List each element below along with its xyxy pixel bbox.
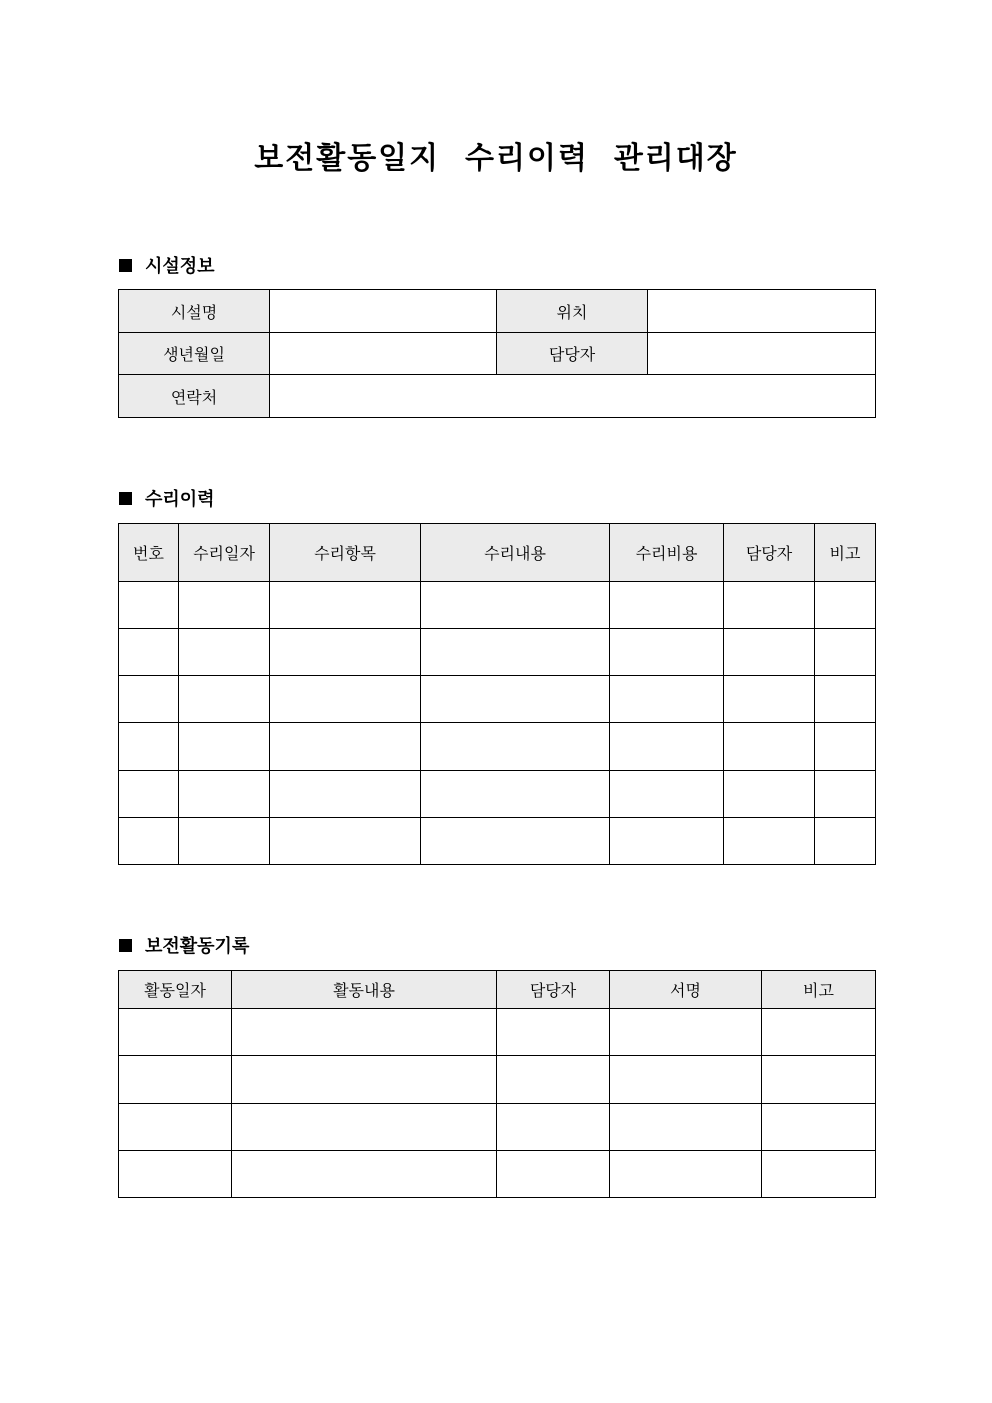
table-cell[interactable] [497,1151,610,1198]
table-cell[interactable] [610,1056,762,1104]
table-cell[interactable] [497,1009,610,1056]
table-cell[interactable] [421,818,610,865]
table-cell[interactable] [421,723,610,771]
contact-label: 연락처 [119,375,270,418]
column-header-manager: 담당자 [497,971,610,1009]
table-cell[interactable] [232,1151,497,1198]
column-header-activity-date: 활동일자 [119,971,232,1009]
square-bullet-icon [119,492,132,505]
table-row [119,771,876,818]
table-cell[interactable] [724,723,815,771]
table-cell[interactable] [179,723,270,771]
section-heading-label: 수리이력 [145,489,215,510]
table-cell[interactable] [815,723,876,771]
table-cell[interactable] [724,771,815,818]
table-cell[interactable] [270,582,421,629]
column-header-manager: 담당자 [724,524,815,582]
table-cell[interactable] [232,1104,497,1151]
section-heading-label: 보전활동기록 [145,936,250,957]
section-heading-maintenance-log [119,933,249,957]
square-bullet-icon [119,259,132,272]
table-cell[interactable] [815,771,876,818]
table-row [119,629,876,676]
section-heading-label: 시설정보 [145,256,215,277]
section-heading-repair-history [119,486,215,510]
table-cell[interactable] [119,1009,232,1056]
table-cell[interactable] [815,818,876,865]
location-value[interactable] [648,290,876,333]
table-cell[interactable] [179,818,270,865]
manager-label: 담당자 [497,333,648,375]
table-cell[interactable] [232,1056,497,1104]
table-cell[interactable] [815,676,876,723]
table-cell[interactable] [119,1104,232,1151]
table-cell[interactable] [610,582,724,629]
manager-value[interactable] [648,333,876,375]
table-cell[interactable] [179,582,270,629]
column-header-repair-date: 수리일자 [179,524,270,582]
table-cell[interactable] [815,629,876,676]
section-heading-facility-info [119,253,215,277]
table-row [119,582,876,629]
table-cell[interactable] [610,771,724,818]
table-row [119,1009,876,1056]
repair-history-table [118,523,876,865]
table-cell[interactable] [610,1104,762,1151]
table-cell[interactable] [119,676,179,723]
page-title: 보전활동일지 수리이력 관리대장 [254,141,738,176]
table-row [119,676,876,723]
birth-date-label: 생년월일 [119,333,270,375]
table-cell[interactable] [119,723,179,771]
column-header-repair-item: 수리항목 [270,524,421,582]
table-cell[interactable] [421,582,610,629]
table-cell[interactable] [119,818,179,865]
table-cell[interactable] [119,1056,232,1104]
facility-name-label: 시설명 [119,290,270,333]
table-cell[interactable] [119,629,179,676]
table-cell[interactable] [232,1009,497,1056]
table-cell[interactable] [610,723,724,771]
table-cell[interactable] [724,629,815,676]
table-cell[interactable] [179,629,270,676]
birth-date-value[interactable] [270,333,497,375]
table-row [119,1104,876,1151]
table-row [119,1151,876,1198]
table-cell[interactable] [724,818,815,865]
table-cell[interactable] [815,582,876,629]
table-cell[interactable] [119,771,179,818]
table-cell[interactable] [610,1009,762,1056]
table-cell[interactable] [610,676,724,723]
column-header-repair-cost: 수리비용 [610,524,724,582]
table-cell[interactable] [179,771,270,818]
table-cell[interactable] [610,629,724,676]
column-header-signature: 서명 [610,971,762,1009]
table-cell[interactable] [270,629,421,676]
column-header-number: 번호 [119,524,179,582]
table-cell[interactable] [421,629,610,676]
location-label: 위치 [497,290,648,333]
table-row [119,818,876,865]
facility-name-value[interactable] [270,290,497,333]
facility-info-table [118,289,876,418]
column-header-remarks: 비고 [815,524,876,582]
square-bullet-icon [119,939,132,952]
table-cell[interactable] [179,676,270,723]
table-cell[interactable] [762,1104,876,1151]
table-cell[interactable] [497,1056,610,1104]
table-cell[interactable] [762,1151,876,1198]
table-cell[interactable] [610,818,724,865]
table-cell[interactable] [610,1151,762,1198]
table-cell[interactable] [270,771,421,818]
column-header-remarks: 비고 [762,971,876,1009]
table-cell[interactable] [497,1104,610,1151]
table-row [119,723,876,771]
column-header-activity-details: 활동내용 [232,971,497,1009]
maintenance-log-table [118,970,876,1198]
table-cell[interactable] [270,676,421,723]
table-cell[interactable] [724,582,815,629]
table-cell[interactable] [724,676,815,723]
table-cell[interactable] [270,818,421,865]
contact-value[interactable] [270,375,876,418]
table-cell[interactable] [762,1009,876,1056]
table-cell[interactable] [762,1056,876,1104]
table-row [119,1056,876,1104]
table-cell[interactable] [270,723,421,771]
table-cell[interactable] [421,771,610,818]
column-header-repair-details: 수리내용 [421,524,610,582]
table-cell[interactable] [119,1151,232,1198]
table-cell[interactable] [119,582,179,629]
table-cell[interactable] [421,676,610,723]
